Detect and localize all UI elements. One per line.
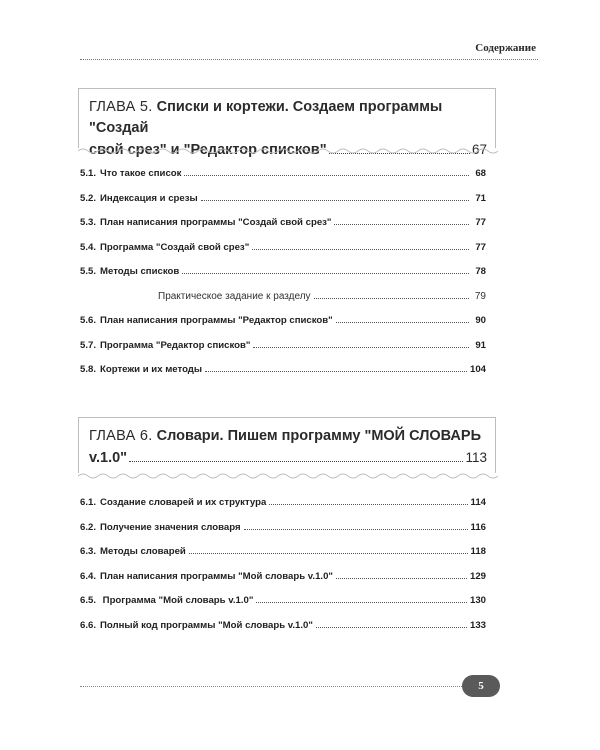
chapter-5-page: 67 [471, 142, 487, 157]
toc-entry-5-7[interactable] [80, 340, 486, 365]
chapter-6-sections [80, 497, 486, 644]
section-title: План написания программы "Редактор списков" [100, 315, 333, 326]
section-number: 6.3. [80, 546, 97, 557]
chapter-6-title-line1 [89, 426, 487, 447]
section-number: 5.8. [80, 364, 97, 375]
section-page: 118 [470, 546, 486, 557]
section-title: Что такое список [100, 168, 182, 179]
chapter-6-title-line2 [89, 447, 487, 469]
header-dotted-rule [80, 59, 538, 60]
chapter-6-page: 113 [465, 450, 487, 465]
section-number: 5.3. [80, 217, 97, 228]
toc-entry-6-2[interactable] [80, 522, 486, 547]
section-page: 133 [469, 619, 486, 631]
page-number-badge: 5 [462, 675, 500, 697]
chapter-5-heading[interactable] [78, 88, 496, 158]
chapter-5-title-part2: свой срез" и "Редактор списков" [89, 142, 327, 158]
section-title: Полный код программы "Мой словарь v.1.0" [100, 619, 313, 631]
wavy-border [78, 147, 498, 155]
toc-entry-6-4[interactable] [80, 571, 486, 596]
section-number: 5.6. [80, 315, 97, 326]
section-title: Методы словарей [100, 546, 186, 557]
leader-dots [253, 347, 469, 348]
section-number: 5.7. [80, 339, 97, 351]
chapter-5-title-line1 [89, 97, 487, 139]
section-title: Программа "Мой словарь v.1.0" [100, 595, 254, 606]
section-page: 68 [475, 168, 486, 179]
leader-dots [205, 371, 467, 372]
section-number: 5.5. [80, 266, 97, 277]
page-footer [80, 674, 510, 700]
section-page: 77 [475, 241, 486, 253]
page-header [80, 26, 538, 60]
section-number: 6.1. [80, 497, 97, 508]
header-title: Содержание [475, 42, 536, 54]
toc-entry-5-3[interactable] [80, 217, 486, 242]
section-page: 79 [474, 290, 486, 302]
leader-dots [334, 224, 469, 225]
section-title: Практическое задание к разделу [158, 290, 311, 302]
leader-dots [184, 175, 469, 176]
section-page: 104 [469, 364, 486, 375]
toc-entry-6-3[interactable] [80, 546, 486, 571]
section-title: Методы списков [100, 266, 180, 277]
toc-entry-5-6[interactable] [80, 315, 486, 340]
section-title: План написания программы "Мой словарь v.1.0" [100, 570, 333, 582]
leader-dots [336, 578, 467, 579]
toc-entry-6-6[interactable] [80, 620, 486, 645]
section-number: 6.5. [80, 595, 97, 606]
section-title: Создание словарей и их структура [100, 497, 267, 508]
section-title: План написания программы "Создай свой срез" [100, 217, 332, 228]
section-title: Индексация и срезы [100, 192, 198, 204]
section-page: 116 [470, 521, 486, 533]
section-number: 5.4. [80, 241, 97, 253]
chapter-6-title-part2: v.1.0" [89, 450, 128, 466]
section-title: Получение значения словаря [100, 521, 241, 533]
leader-dots [336, 322, 469, 323]
leader-dots [189, 553, 468, 554]
section-page: 90 [475, 315, 486, 326]
leader-dots [182, 273, 469, 274]
section-page: 129 [469, 570, 486, 582]
chapter-6-label: ГЛАВА 6. [89, 428, 153, 444]
chapter-6-heading[interactable] [78, 417, 496, 473]
leader-dots [201, 200, 469, 201]
toc-entry-6-1[interactable] [80, 497, 486, 522]
section-page: 130 [469, 595, 486, 606]
toc-entry-5-8[interactable] [80, 364, 486, 389]
leader-dots [256, 602, 467, 603]
chapter-6-title-part1: Словари. Пишем программу "МОЙ СЛОВАРЬ [156, 428, 482, 444]
section-title: Программа "Создай свой срез" [100, 241, 250, 253]
toc-entry-practice[interactable] [80, 291, 486, 316]
section-title: Программа "Редактор списков" [100, 339, 251, 351]
chapter-5-sections [80, 168, 486, 389]
chapter-5-label: ГЛАВА 5. [89, 99, 153, 115]
section-title: Кортежи и их методы [100, 364, 203, 375]
section-number: 6.6. [80, 619, 97, 631]
section-page: 71 [475, 192, 486, 204]
leader-dots [269, 504, 467, 505]
toc-entry-6-5[interactable] [80, 595, 486, 620]
section-number: 5.1. [80, 168, 97, 179]
footer-dotted-rule [80, 686, 476, 687]
leader-dots [252, 249, 469, 250]
toc-entry-5-1[interactable] [80, 168, 486, 193]
leader-dots [244, 529, 468, 530]
section-page: 114 [470, 497, 486, 508]
chapter-5-title-part1: Списки и кортежи. Создаем программы "Создай [89, 99, 443, 136]
section-page: 77 [475, 217, 486, 228]
leader-dots [316, 627, 467, 628]
leader-dots [314, 298, 469, 299]
leader-dots [129, 461, 463, 462]
wavy-border [78, 472, 498, 480]
toc-entry-5-2[interactable] [80, 193, 486, 218]
toc-entry-5-5[interactable] [80, 266, 486, 291]
toc-entry-5-4[interactable] [80, 242, 486, 267]
section-number: 6.4. [80, 570, 97, 582]
section-page: 91 [475, 339, 486, 351]
section-page: 78 [475, 266, 486, 277]
section-number: 6.2. [80, 521, 97, 533]
section-number: 5.2. [80, 192, 97, 204]
